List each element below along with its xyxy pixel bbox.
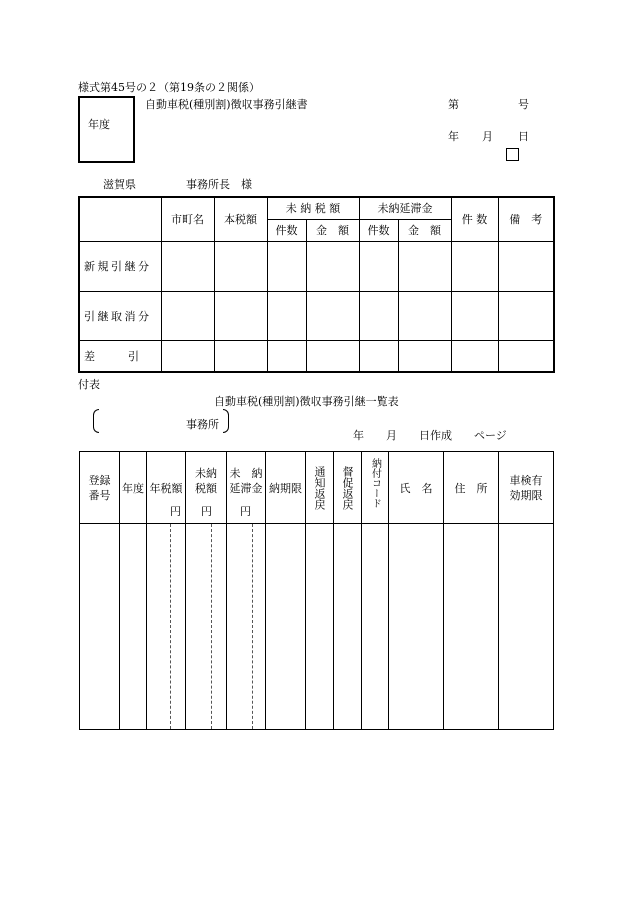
yen-unit: 円	[240, 505, 251, 518]
input-cell[interactable]	[267, 291, 306, 340]
header-payment-code	[362, 452, 389, 524]
input-cell[interactable]	[120, 524, 147, 730]
year-box-label: 年度	[88, 118, 110, 131]
input-cell[interactable]	[266, 524, 306, 730]
input-cell[interactable]	[306, 241, 359, 291]
yen-unit: 円	[201, 505, 212, 518]
header-annual-tax	[147, 452, 186, 524]
header-name: 氏 名	[389, 452, 444, 524]
header-text: 納付コード	[369, 458, 381, 508]
input-cell[interactable]	[80, 524, 120, 730]
input-cell[interactable]	[498, 340, 554, 372]
header-inspection-expiry	[499, 452, 554, 524]
document-title: 自動車税(種別割)徴収事務引継書	[145, 98, 308, 111]
header-text: 未 納	[229, 466, 263, 480]
header-text: 年税額	[149, 481, 183, 495]
header-late-fee	[227, 452, 266, 524]
header-text: 車検有	[509, 473, 543, 487]
header-text: 番号	[88, 488, 111, 502]
header-address: 住 所	[444, 452, 499, 524]
header-remarks: 備 考	[498, 197, 554, 241]
input-cell[interactable]	[499, 524, 554, 730]
header-base-tax: 本税額	[214, 197, 267, 241]
year-box[interactable]	[78, 96, 135, 163]
input-cell[interactable]	[306, 524, 334, 730]
header-unpaid-tax	[186, 452, 227, 524]
office-label: 事務所	[186, 418, 219, 431]
header-year: 年度	[120, 452, 147, 524]
input-cell[interactable]	[147, 524, 186, 730]
input-cell[interactable]	[451, 291, 498, 340]
input-cell[interactable]	[161, 241, 214, 291]
list-date: 年 月 日作成 ページ	[353, 429, 507, 442]
header-text: 未納	[195, 466, 217, 480]
table-row	[79, 241, 554, 291]
input-cell[interactable]	[214, 241, 267, 291]
yen-divider	[252, 524, 253, 729]
input-cell[interactable]	[161, 340, 214, 372]
input-cell[interactable]	[389, 524, 444, 730]
input-cell[interactable]	[451, 241, 498, 291]
input-cell[interactable]	[451, 340, 498, 372]
office-bracket-left	[93, 409, 99, 433]
form-number: 様式第45号の２（第19条の２関係）	[78, 81, 260, 94]
subheader-count: 件数	[267, 219, 306, 241]
date-day: 日	[518, 130, 529, 143]
row-label-difference: 差 引	[79, 340, 161, 372]
addressee-prefecture: 滋賀県	[103, 178, 136, 191]
header-text: 効期限	[509, 488, 543, 502]
row-label-cancel: 引継取消分	[79, 291, 161, 340]
input-cell[interactable]	[334, 524, 362, 730]
input-cell[interactable]	[214, 340, 267, 372]
input-cell[interactable]	[359, 291, 398, 340]
addressee-office: 事務所長 様	[186, 178, 252, 191]
attachment-label: 付表	[78, 378, 100, 391]
row-label-new: 新規引継分	[79, 241, 161, 291]
list-title: 自動車税(種別割)徴収事務引継一覧表	[214, 395, 399, 408]
number-go: 号	[518, 98, 529, 111]
table-row	[79, 291, 554, 340]
input-cell[interactable]	[362, 524, 389, 730]
input-cell[interactable]	[267, 340, 306, 372]
input-cell[interactable]	[214, 291, 267, 340]
header-city: 市町名	[161, 197, 214, 241]
input-cell[interactable]	[498, 291, 554, 340]
seal-checkbox[interactable]	[506, 148, 519, 161]
header-unpaid-tax: 未 納 税 額	[267, 197, 359, 219]
yen-unit: 円	[170, 505, 181, 518]
header-text: 督促返戻	[341, 465, 354, 510]
date-year: 年	[448, 130, 459, 143]
yen-divider	[170, 524, 171, 729]
input-cell[interactable]	[359, 340, 398, 372]
header-notice-return	[306, 452, 334, 524]
input-cell[interactable]	[161, 291, 214, 340]
summary-table	[78, 196, 555, 373]
header-unpaid-late-fee: 未納延滞金	[359, 197, 451, 219]
input-cell[interactable]	[444, 524, 499, 730]
table-row	[79, 340, 554, 372]
header-text: 税額	[195, 481, 217, 495]
number-dai: 第	[448, 98, 459, 111]
list-table	[79, 451, 554, 730]
subheader-amount: 金 額	[306, 219, 359, 241]
input-cell[interactable]	[227, 524, 266, 730]
input-cell[interactable]	[398, 291, 451, 340]
input-cell[interactable]	[186, 524, 227, 730]
subheader-count: 件数	[359, 219, 398, 241]
input-cell[interactable]	[498, 241, 554, 291]
input-cell[interactable]	[306, 340, 359, 372]
header-text: 登録	[88, 473, 111, 487]
header-reminder-return	[334, 452, 362, 524]
header-text: 通知返戻	[313, 465, 326, 510]
office-bracket-right	[223, 409, 229, 433]
input-cell[interactable]	[398, 241, 451, 291]
table-row	[80, 524, 554, 730]
corner-cell	[79, 197, 161, 241]
input-cell[interactable]	[306, 291, 359, 340]
yen-divider	[211, 524, 212, 729]
header-total-count: 件 数	[451, 197, 498, 241]
header-deadline: 納期限	[266, 452, 306, 524]
header-text: 延滞金	[229, 481, 263, 495]
date-month: 月	[482, 130, 493, 143]
header-registration-number	[80, 452, 120, 524]
input-cell[interactable]	[267, 241, 306, 291]
input-cell[interactable]	[398, 340, 451, 372]
subheader-amount: 金 額	[398, 219, 451, 241]
input-cell[interactable]	[359, 241, 398, 291]
